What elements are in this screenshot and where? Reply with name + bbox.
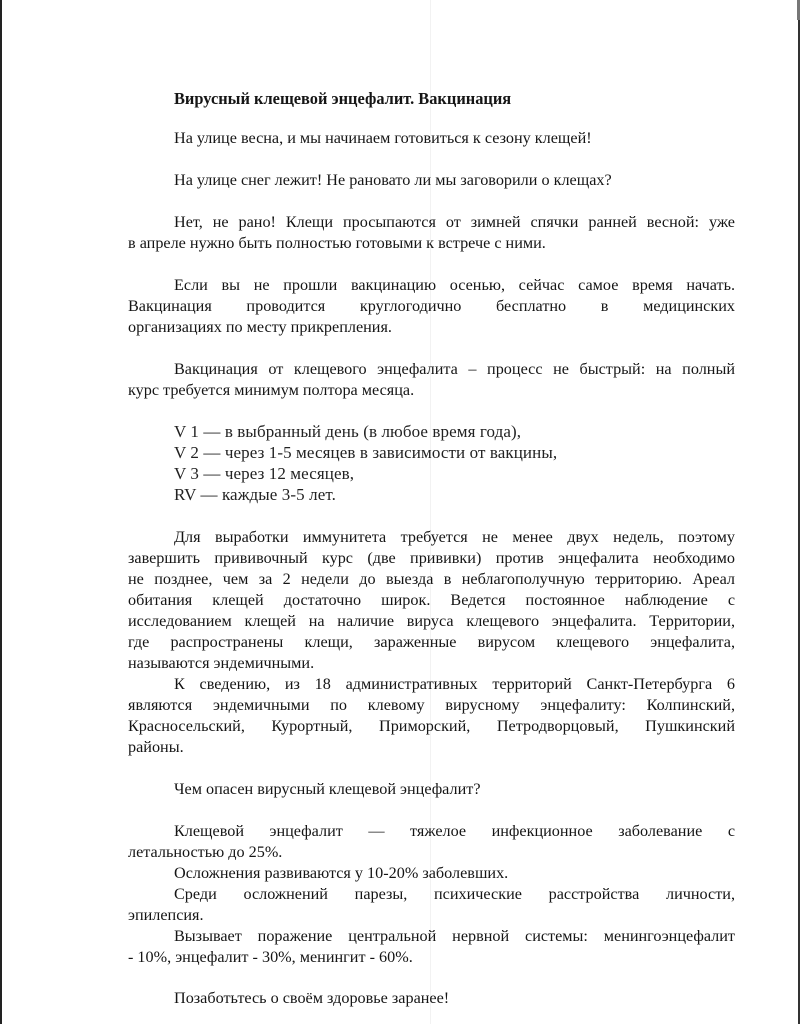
- paragraph-line: где распространены клещи, зараженные вирусом клещевого энцефалита,: [128, 633, 735, 651]
- schedule-item-v1: V 1 — в выбранный день (в любое время года),: [174, 422, 522, 441]
- paragraph-line: обитания клещей достаточно широк. Ведется постоянное наблюдение с: [128, 591, 735, 609]
- paragraph-line: в апреле нужно быть полностью готовыми к встрече с ними.: [128, 234, 546, 252]
- paragraph-line: Вакцинация от клещевого энцефалита – процесс не быстрый: на полный: [174, 360, 735, 378]
- paragraph-line: Для выработки иммунитета требуется не менее двух недель, поэтому: [174, 528, 735, 546]
- schedule-item-v3: V 3 — через 12 месяцев,: [174, 464, 355, 483]
- paragraph-line: Красносельский, Курортный, Приморский, Петродворцовый, Пушкинский: [128, 717, 735, 735]
- paragraph-line: Вакцинация проводится круглогодично бесплатно в медицинских: [128, 297, 735, 315]
- schedule-item-v2: V 2 — через 1-5 месяцев в зависимости от вакцины,: [174, 443, 558, 462]
- paragraph-line: Среди осложнений парезы, психические расстройства личности,: [174, 885, 735, 903]
- paragraph-line: называются эндемичными.: [128, 654, 315, 672]
- paragraph-line: Если вы не прошли вакцинацию осенью, сейчас самое время начать.: [174, 276, 735, 294]
- paragraph-line: исследованием клещей на наличие вируса клещевого энцефалита. Территории,: [128, 612, 735, 630]
- paragraph-line: Нет, не рано! Клещи просыпаются от зимней спячки ранней весной: уже: [174, 213, 735, 231]
- paragraph-line: районы.: [128, 738, 184, 756]
- schedule-item-rv: RV — каждые 3-5 лет.: [174, 485, 336, 504]
- scan-edge-left: [0, 0, 2, 1024]
- paragraph-line: - 10%, энцефалит - 30%, менингит - 60%.: [128, 948, 413, 966]
- section-subheading: Чем опасен вирусный клещевой энцефалит?: [174, 780, 481, 798]
- paragraph-line: являются эндемичными по клевому вирусному энцефалиту: Колпинский,: [128, 696, 735, 714]
- scan-edge-right-top: [797, 0, 800, 20]
- paragraph-intro: На улице весна, и мы начинаем готовиться к сезону клещей!: [174, 129, 592, 147]
- paragraph-line: завершить прививочный курс (две прививки) против энцефалита необходимо: [128, 549, 735, 567]
- paragraph-line: Вызывает поражение центральной нервной системы: менингоэнцефалит: [174, 927, 735, 945]
- paragraph-complications-rate: Осложнения развиваются у 10-20% заболевших.: [174, 864, 509, 882]
- paragraph-line: организациях по месту прикрепления.: [128, 318, 392, 336]
- paragraph-line: курс требуется минимум полтора месяца.: [128, 381, 415, 399]
- paragraph-line: летальностью до 25%.: [128, 843, 283, 861]
- paragraph-question: На улице снег лежит! Не рановато ли мы заговорили о клещах?: [174, 171, 612, 189]
- paragraph-line: Клещевой энцефалит — тяжелое инфекционное заболевание с: [174, 822, 735, 840]
- closing-note: Позаботьтесь о своём здоровье заранее!: [174, 989, 450, 1007]
- document-title: Вирусный клещевой энцефалит. Вакцинация: [174, 89, 512, 108]
- paragraph-line: эпилепсия.: [128, 906, 204, 924]
- paragraph-line: К сведению, из 18 административных территорий Санкт-Петербурга 6: [174, 675, 735, 693]
- scan-edge-right: [798, 20, 800, 1024]
- paragraph-line: не позднее, чем за 2 недели до выезда в неблагополучную территорию. Ареал: [128, 570, 735, 588]
